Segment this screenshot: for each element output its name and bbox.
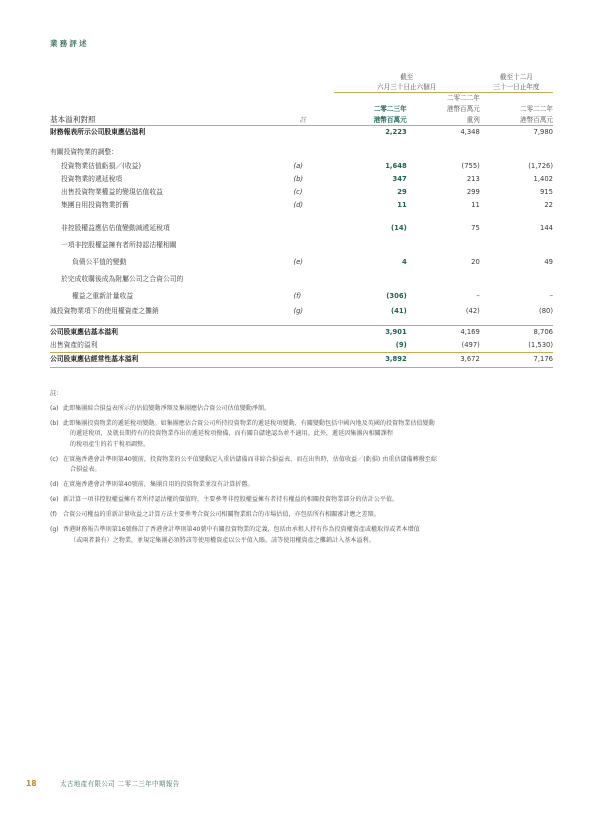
column-header-2022-annual: 二零二二年 港幣百萬元 <box>520 104 553 124</box>
footnote-marker: (b) <box>50 419 59 427</box>
footnotes-block <box>50 388 558 551</box>
footnote-text <box>63 510 558 520</box>
table-row <box>50 186 553 199</box>
row-note-marker: (f) <box>293 291 302 300</box>
row-value: (755) <box>461 161 480 170</box>
footnote-marker: (a) <box>50 405 59 412</box>
page-footer <box>26 778 180 788</box>
row-label-text-cont: 權益之重新計量收益 <box>72 291 134 300</box>
row-value: 29 <box>397 188 407 197</box>
table-row <box>50 237 553 271</box>
column-header-row <box>50 93 553 126</box>
row-value: 299 <box>466 188 480 197</box>
row-value: 75 <box>471 223 480 232</box>
column-header-2023-interim: 二零二三年 港幣百萬元 <box>373 104 407 124</box>
spacer-cell <box>480 139 553 146</box>
row-spacer <box>50 213 553 220</box>
row-value: 3,901 <box>334 325 407 339</box>
footnote-line: 合損益表。 <box>70 466 101 474</box>
row-label-text: 投資物業的遞延稅項 <box>61 174 123 183</box>
table-row <box>50 160 553 173</box>
row-value: – <box>549 291 553 300</box>
row-label <box>50 339 293 353</box>
row-label <box>50 237 293 271</box>
row-label-text: 一項非控股權益擁有者所持認沽權相關 <box>61 240 177 249</box>
footnote-line: 新計算一項非控股權益擁有者所持認沽權的價值時，主要參考非控股權益擁有者持有權益的相關投資物業部分的估計公平值。 <box>63 496 399 504</box>
footer-company-line: 太古地產有限公司 二零二三年中期報告 <box>60 780 180 788</box>
row-value <box>480 146 553 159</box>
row-value: 11 <box>471 201 480 210</box>
row-label-text: 公司股東應佔經常性基本溢利 <box>50 355 139 364</box>
footnote-text <box>63 495 558 505</box>
row-value: – <box>476 291 480 300</box>
row-label-text: 投資物業估值虧損／(收益) <box>61 161 142 170</box>
row-label <box>50 186 293 199</box>
footnote-text <box>63 455 558 476</box>
row-value: (1,726) <box>528 161 553 170</box>
spacer-cell <box>407 139 480 146</box>
footnote-text <box>63 525 558 546</box>
row-value: 2,223 <box>334 126 407 140</box>
table-row <box>50 199 553 212</box>
footnote-text <box>63 419 558 450</box>
row-note-marker <box>293 325 333 339</box>
footnote-text <box>63 404 558 414</box>
period-group-six-months: 截至 六月三十日止六個月 <box>334 72 480 93</box>
table-row <box>50 271 553 305</box>
table-row <box>50 173 553 186</box>
footnote-line: 在實施香港會計準則第40號前，投資物業的公平值變動記入重估儲備而非綜合損益表，而在出售時，估值收益／(虧損) 由重估儲備轉撥至綜 <box>63 455 437 463</box>
period-group-full-year: 截至十二月 三十一日止年度 <box>480 72 553 93</box>
row-note-marker: (c) <box>293 188 303 197</box>
row-value: 915 <box>540 188 553 197</box>
footnote-marker: (d) <box>50 481 59 489</box>
row-label-text: 於完成收購後成為附屬公司之合資公司的 <box>61 274 184 283</box>
footnote-marker: (c) <box>50 455 59 463</box>
row-note-marker <box>293 353 333 367</box>
row-label <box>50 160 293 173</box>
footnote-line: 合資公司權益的重新計量收益之計算方法主要參考合資公司相關物業組合的市場估值，亦包括所有相關審計應之差額。 <box>63 511 380 519</box>
row-label-text: 公司股東應佔基本溢利 <box>50 327 118 336</box>
row-value: 1,648 <box>385 161 407 170</box>
row-value: (42) <box>465 306 480 315</box>
table-section-title: 基本溢利對照 <box>50 115 96 125</box>
spacer-cell <box>407 213 480 220</box>
row-note-marker: (b) <box>293 174 304 183</box>
row-label <box>50 126 293 140</box>
table-row <box>50 325 553 339</box>
row-label <box>50 271 293 305</box>
row-value <box>334 146 407 159</box>
basic-profit-table <box>50 72 553 368</box>
row-label-text: 出售投資物業權益的變現估值收益 <box>61 188 163 197</box>
row-note-marker <box>293 146 333 159</box>
footnote-item <box>50 495 558 505</box>
row-label-text: 有關投資物業的調整： <box>50 148 118 157</box>
spacer-cell <box>50 318 293 326</box>
row-label <box>50 220 293 237</box>
row-note-marker: (e) <box>293 257 303 266</box>
row-note-marker <box>293 220 333 237</box>
spacer-cell <box>407 318 480 326</box>
row-value: 4 <box>401 257 407 266</box>
footnote-line: 此即集團綜合損益表所示的估值變動淨額及集團應佔合資公司估值變動淨額。 <box>63 405 271 412</box>
table-row <box>50 126 553 140</box>
footnote-text <box>63 480 558 490</box>
footnote-marker: (f) <box>50 511 57 519</box>
row-label <box>50 305 293 318</box>
row-value: 49 <box>544 257 553 266</box>
row-label <box>50 146 293 159</box>
row-note-marker: (g) <box>293 306 304 315</box>
footnotes-title: 註： <box>50 390 63 397</box>
row-value: (306) <box>386 291 407 300</box>
row-spacer <box>50 139 553 146</box>
row-value: 11 <box>397 201 407 210</box>
row-value: 22 <box>544 201 553 210</box>
table-row <box>50 353 553 367</box>
spacer-cell <box>293 139 333 146</box>
table-row <box>50 305 553 318</box>
spacer-cell <box>293 318 333 326</box>
spacer-cell <box>334 318 407 326</box>
spacer-cell <box>50 139 293 146</box>
row-value: 347 <box>392 174 407 183</box>
spacer-cell <box>334 139 407 146</box>
column-header-2022-interim-restated: 二零二二年 港幣百萬元 重列 <box>446 94 480 124</box>
row-value: (1,530) <box>528 341 553 349</box>
row-value: 8,706 <box>480 325 553 339</box>
row-note-marker <box>293 126 333 140</box>
spacer-cell <box>480 318 553 326</box>
row-note-marker: (a) <box>293 161 303 170</box>
row-value: 144 <box>540 223 553 232</box>
table-body <box>50 126 553 367</box>
row-value: 213 <box>466 174 480 183</box>
table-row <box>50 220 553 237</box>
footnote-item <box>50 404 558 414</box>
footnote-line: 香港財務報告準則第16號修訂了香港會計準則第40號中有關投資物業的定義，包括由承租人持有作為投資權資產或權取得或者本增值 <box>63 526 420 534</box>
spacer-cell <box>50 213 293 220</box>
footnote-item <box>50 480 558 490</box>
footnote-line: 在實施香港會計準則第40號前，集團自用的投資物業並沒有計算折舊。 <box>63 481 254 489</box>
period-group-header-row <box>50 72 553 93</box>
row-value: 3,672 <box>407 353 480 367</box>
row-label-text-cont: 負債公平值的變動 <box>72 257 127 266</box>
page-number: 18 <box>26 779 37 788</box>
row-label-text: 減投資物業項下的使用權資產之攤銷 <box>50 306 159 315</box>
row-value: (9) <box>395 341 407 349</box>
table-row <box>50 339 553 353</box>
row-value: 3,892 <box>334 353 407 367</box>
footnote-marker: (g) <box>50 526 59 534</box>
row-spacer <box>50 318 553 326</box>
note-column-header: 註 <box>299 115 307 124</box>
footnote-marker: (e) <box>50 496 59 504</box>
footnote-line: （或兩者兼有）之物業，並規定集團必須將該等使用權資產以公平值入賬。該等使用權資產之攤銷計入基本溢利。 <box>70 536 375 544</box>
row-value <box>407 146 480 159</box>
row-label <box>50 325 293 339</box>
row-value: 4,348 <box>407 126 480 140</box>
footnote-line: 的稅項產生的若干稅項調整。 <box>70 440 150 448</box>
footnotes-list <box>50 404 558 546</box>
footnote-line: 的遞延稅項，及就長期持有的投資物業作出的遞延稅項撥備，而有關自儲建認為並不適用。此外，遞延因集團內相關課程 <box>70 430 393 438</box>
row-value: 1,402 <box>533 174 553 183</box>
row-label-text: 非控股權益應佔估值變動減遞延稅項 <box>61 223 170 232</box>
footnote-line: 此即集團投資物業的遞延稅項變動。如集團應佔合資公司所持投資物業的遞延稅項變動、有關變動包括中國內地及英國的投資物業估值變動 <box>63 419 435 427</box>
row-label-text: 集團自用投資物業折舊 <box>61 201 129 210</box>
table-row <box>50 146 553 159</box>
footnote-item <box>50 419 558 450</box>
row-value: (497) <box>461 341 480 349</box>
basic-profit-table-wrapper <box>50 72 553 368</box>
row-label-text: 財務報表所示公司股東應佔溢利 <box>50 128 146 137</box>
row-note-marker: (d) <box>293 201 304 210</box>
spacer-cell <box>293 213 333 220</box>
footnote-item <box>50 525 558 546</box>
row-value: 7,176 <box>480 353 553 367</box>
row-label <box>50 173 293 186</box>
row-label <box>50 353 293 367</box>
row-note-marker <box>293 339 333 353</box>
footnote-item <box>50 510 558 520</box>
row-label <box>50 199 293 212</box>
row-value: (80) <box>539 306 553 315</box>
running-header: 業務評述 <box>50 39 89 48</box>
row-value: 4,169 <box>407 325 480 339</box>
row-value: (41) <box>391 306 407 315</box>
spacer-cell <box>334 213 407 220</box>
row-label-text: 出售資產的溢利 <box>50 341 98 349</box>
spacer-cell <box>293 72 333 93</box>
row-value: 7,980 <box>480 126 553 140</box>
spacer-cell <box>50 72 293 93</box>
row-value: 20 <box>471 257 480 266</box>
footnote-item <box>50 455 558 476</box>
row-value: (14) <box>391 223 407 232</box>
spacer-cell <box>480 213 553 220</box>
